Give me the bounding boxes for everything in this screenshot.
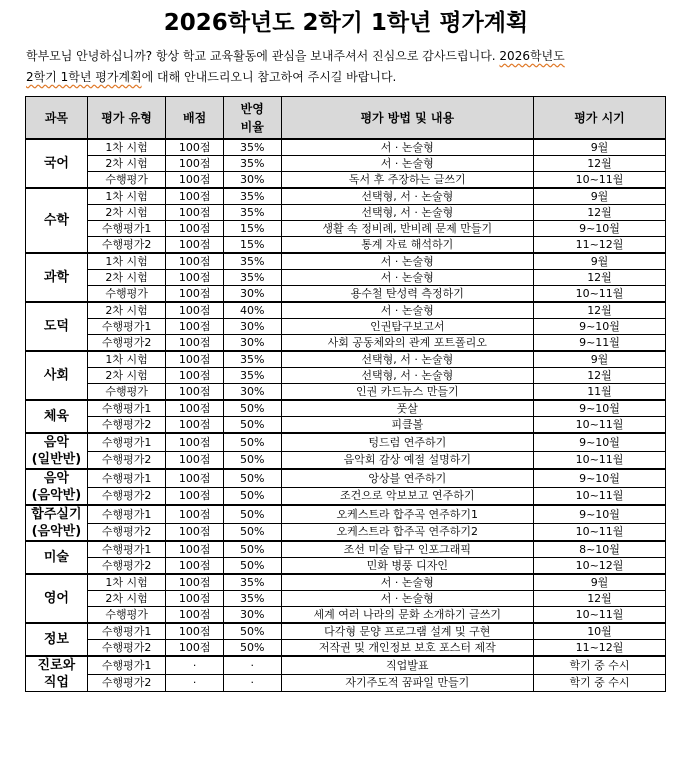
method-cell: 인권 카드뉴스 만들기 [281, 384, 533, 401]
period-cell: 11월 [534, 384, 666, 401]
period-cell: 10~11월 [534, 451, 666, 469]
type-cell: 수행평가2 [87, 417, 166, 434]
ratio-cell: 30% [223, 607, 281, 624]
ratio-cell: 35% [223, 139, 281, 156]
period-cell: 학기 중 수시 [534, 656, 666, 674]
type-cell: 수행평가2 [87, 335, 166, 352]
method-cell: 음악회 감상 예절 설명하기 [281, 451, 533, 469]
ratio-cell: 40% [223, 302, 281, 319]
ratio-cell: 35% [223, 188, 281, 205]
subject-cell: 도덕 [26, 302, 88, 351]
ratio-cell: 35% [223, 253, 281, 270]
type-cell: 수행평가 [87, 384, 166, 401]
subject-cell-sub: (음악반) [26, 487, 88, 505]
method-cell: 인권탐구보고서 [281, 319, 533, 335]
type-cell: 수행평가 [87, 172, 166, 189]
method-cell: 선택형, 서 · 논술형 [281, 188, 533, 205]
ratio-cell: 50% [223, 558, 281, 575]
score-cell: · [166, 674, 224, 692]
type-cell: 수행평가2 [87, 674, 166, 692]
header-score: 배점 [166, 97, 224, 140]
method-cell: 용수철 탄성력 측정하기 [281, 286, 533, 303]
intro-text-end: 에 대해 안내드리오니 참고하여 주시길 바랍니다. [141, 70, 397, 84]
score-cell: 100점 [166, 368, 224, 384]
ratio-cell: 30% [223, 172, 281, 189]
table-row [26, 400, 666, 417]
period-cell: 10~11월 [534, 487, 666, 505]
table-row [26, 574, 666, 591]
table-row [26, 591, 666, 607]
table-row [26, 188, 666, 205]
score-cell: 100점 [166, 253, 224, 270]
ratio-cell: · [223, 674, 281, 692]
score-cell: 100점 [166, 221, 224, 237]
period-cell: 12월 [534, 368, 666, 384]
table-row [26, 221, 666, 237]
table-row [26, 139, 666, 156]
period-cell: 9~10월 [534, 319, 666, 335]
table-row [26, 487, 666, 505]
header-subject: 과목 [26, 97, 88, 140]
period-cell: 10~11월 [534, 607, 666, 624]
method-cell: 앙상블 연주하기 [281, 469, 533, 487]
period-cell: 12월 [534, 205, 666, 221]
score-cell: 100점 [166, 286, 224, 303]
type-cell: 수행평가1 [87, 656, 166, 674]
table-row [26, 541, 666, 558]
type-cell: 1차 시험 [87, 253, 166, 270]
ratio-cell: 35% [223, 574, 281, 591]
method-cell: 통계 자료 해석하기 [281, 237, 533, 254]
method-cell: 직업발표 [281, 656, 533, 674]
period-cell: 9월 [534, 574, 666, 591]
table-row [26, 417, 666, 434]
ratio-cell: 35% [223, 591, 281, 607]
type-cell: 2차 시험 [87, 302, 166, 319]
subject-cell: 영어 [26, 574, 88, 623]
type-cell: 1차 시험 [87, 351, 166, 368]
type-cell: 수행평가1 [87, 400, 166, 417]
score-cell: 100점 [166, 188, 224, 205]
period-cell: 11~12월 [534, 640, 666, 657]
ratio-cell: 50% [223, 433, 281, 451]
table-row [26, 368, 666, 384]
score-cell: 100점 [166, 351, 224, 368]
method-cell: 서 · 논술형 [281, 302, 533, 319]
table-row [26, 505, 666, 523]
method-cell: 선택형, 서 · 논술형 [281, 368, 533, 384]
method-cell: 다각형 문양 프로그램 설계 및 구현 [281, 623, 533, 640]
type-cell: 수행평가2 [87, 487, 166, 505]
score-cell: 100점 [166, 505, 224, 523]
type-cell: 수행평가1 [87, 623, 166, 640]
table-row [26, 286, 666, 303]
header-period: 평가 시기 [534, 97, 666, 140]
type-cell: 2차 시험 [87, 205, 166, 221]
period-cell: 12월 [534, 156, 666, 172]
type-cell: 1차 시험 [87, 574, 166, 591]
period-cell: 10월 [534, 623, 666, 640]
period-cell: 9~10월 [534, 469, 666, 487]
subject-cell: 과학 [26, 253, 88, 302]
ratio-cell: 50% [223, 400, 281, 417]
table-row [26, 302, 666, 319]
score-cell: 100점 [166, 541, 224, 558]
type-cell: 2차 시험 [87, 591, 166, 607]
intro-text: 학부모님 안녕하십니까? 항상 학교 교육활동에 관심을 보내주셔서 진심으로 감사드립니다. [26, 49, 500, 63]
type-cell: 수행평가2 [87, 451, 166, 469]
ratio-cell: · [223, 656, 281, 674]
type-cell: 2차 시험 [87, 270, 166, 286]
score-cell: 100점 [166, 302, 224, 319]
method-cell: 민화 병풍 디자인 [281, 558, 533, 575]
type-cell: 수행평가 [87, 286, 166, 303]
period-cell: 12월 [534, 591, 666, 607]
method-cell: 저작권 및 개인정보 보호 포스터 제작 [281, 640, 533, 657]
type-cell: 2차 시험 [87, 368, 166, 384]
method-cell: 오케스트라 합주곡 연주하기2 [281, 523, 533, 541]
table-row [26, 451, 666, 469]
ratio-cell: 15% [223, 221, 281, 237]
header-method: 평가 방법 및 내용 [281, 97, 533, 140]
period-cell: 12월 [534, 270, 666, 286]
ratio-cell: 30% [223, 384, 281, 401]
score-cell: 100점 [166, 591, 224, 607]
subject-cell-sub: (일반반) [26, 451, 88, 469]
table-row [26, 656, 666, 674]
subject-cell: 진로와 [26, 656, 88, 674]
period-cell: 10~12월 [534, 558, 666, 575]
subject-cell: 국어 [26, 139, 88, 188]
period-cell: 10~11월 [534, 286, 666, 303]
period-cell: 9~10월 [534, 505, 666, 523]
subject-cell: 음악 [26, 433, 88, 451]
ratio-cell: 50% [223, 505, 281, 523]
score-cell: 100점 [166, 607, 224, 624]
table-row [26, 433, 666, 451]
ratio-cell: 50% [223, 469, 281, 487]
ratio-cell: 35% [223, 205, 281, 221]
period-cell: 학기 중 수시 [534, 674, 666, 692]
score-cell: 100점 [166, 487, 224, 505]
score-cell: 100점 [166, 172, 224, 189]
method-cell: 피클볼 [281, 417, 533, 434]
method-cell: 텅드럼 연주하기 [281, 433, 533, 451]
method-cell: 서 · 논술형 [281, 574, 533, 591]
ratio-cell: 50% [223, 640, 281, 657]
score-cell: 100점 [166, 523, 224, 541]
period-cell: 9~10월 [534, 221, 666, 237]
method-cell: 서 · 논술형 [281, 139, 533, 156]
subject-cell: 사회 [26, 351, 88, 400]
subject-cell: 음악 [26, 469, 88, 487]
table-row [26, 558, 666, 575]
score-cell: 100점 [166, 237, 224, 254]
table-row [26, 640, 666, 657]
method-cell: 자기주도적 꿈파일 만들기 [281, 674, 533, 692]
period-cell: 10~11월 [534, 523, 666, 541]
score-cell: 100점 [166, 417, 224, 434]
method-cell: 선택형, 서 · 논술형 [281, 205, 533, 221]
period-cell: 9~11월 [534, 335, 666, 352]
subject-cell-sub: 직업 [26, 674, 88, 692]
table-row [26, 607, 666, 624]
ratio-cell: 30% [223, 335, 281, 352]
ratio-cell: 30% [223, 286, 281, 303]
subject-cell: 미술 [26, 541, 88, 574]
ratio-cell: 50% [223, 451, 281, 469]
table-body [26, 139, 666, 692]
table-row [26, 253, 666, 270]
score-cell: 100점 [166, 139, 224, 156]
method-cell: 사회 공동체와의 관계 포트폴리오 [281, 335, 533, 352]
ratio-cell: 35% [223, 270, 281, 286]
method-cell: 서 · 논술형 [281, 156, 533, 172]
table-row [26, 469, 666, 487]
intro-paragraph [26, 46, 676, 88]
type-cell: 수행평가1 [87, 433, 166, 451]
type-cell: 수행평가1 [87, 541, 166, 558]
table-row [26, 674, 666, 692]
method-cell: 선택형, 서 · 논술형 [281, 351, 533, 368]
score-cell: 100점 [166, 335, 224, 352]
score-cell: 100점 [166, 384, 224, 401]
table-row [26, 351, 666, 368]
evaluation-plan-table [25, 96, 666, 692]
ratio-cell: 50% [223, 623, 281, 640]
type-cell: 1차 시험 [87, 188, 166, 205]
table-row [26, 270, 666, 286]
period-cell: 8~10월 [534, 541, 666, 558]
method-cell: 세계 여러 나라의 문화 소개하기 글쓰기 [281, 607, 533, 624]
score-cell: 100점 [166, 451, 224, 469]
page-title: 2026학년도 2학기 1학년 평가계획 [163, 10, 529, 36]
subject-cell: 수학 [26, 188, 88, 253]
intro-year-highlight: 2026학년도 [499, 49, 565, 63]
ratio-cell: 35% [223, 156, 281, 172]
type-cell: 수행평가1 [87, 319, 166, 335]
subject-cell: 체육 [26, 400, 88, 433]
ratio-cell: 15% [223, 237, 281, 254]
period-cell: 9월 [534, 351, 666, 368]
score-cell: 100점 [166, 623, 224, 640]
type-cell: 1차 시험 [87, 139, 166, 156]
score-cell: 100점 [166, 558, 224, 575]
score-cell: 100점 [166, 400, 224, 417]
table-row [26, 156, 666, 172]
period-cell: 9~10월 [534, 400, 666, 417]
method-cell: 풋살 [281, 400, 533, 417]
type-cell: 2차 시험 [87, 156, 166, 172]
type-cell: 수행평가 [87, 607, 166, 624]
ratio-cell: 50% [223, 523, 281, 541]
table-row [26, 319, 666, 335]
table-row [26, 523, 666, 541]
type-cell: 수행평가1 [87, 505, 166, 523]
type-cell: 수행평가2 [87, 640, 166, 657]
score-cell: 100점 [166, 574, 224, 591]
ratio-cell: 50% [223, 487, 281, 505]
table-header-row [26, 97, 666, 140]
type-cell: 수행평가1 [87, 469, 166, 487]
score-cell: · [166, 656, 224, 674]
period-cell: 12월 [534, 302, 666, 319]
score-cell: 100점 [166, 319, 224, 335]
table-row [26, 384, 666, 401]
ratio-cell: 50% [223, 417, 281, 434]
type-cell: 수행평가2 [87, 523, 166, 541]
period-cell: 9~10월 [534, 433, 666, 451]
type-cell: 수행평가2 [87, 558, 166, 575]
method-cell: 조건으로 악보보고 연주하기 [281, 487, 533, 505]
method-cell: 생활 속 정비례, 반비례 문제 만들기 [281, 221, 533, 237]
header-type: 평가 유형 [87, 97, 166, 140]
ratio-cell: 35% [223, 351, 281, 368]
score-cell: 100점 [166, 433, 224, 451]
period-cell: 9월 [534, 253, 666, 270]
type-cell: 수행평가2 [87, 237, 166, 254]
method-cell: 서 · 논술형 [281, 591, 533, 607]
table-row [26, 237, 666, 254]
method-cell: 독서 후 주장하는 글쓰기 [281, 172, 533, 189]
intro-plan-highlight: 2학기 1학년 평가계획 [26, 70, 142, 84]
ratio-cell: 50% [223, 541, 281, 558]
period-cell: 10~11월 [534, 417, 666, 434]
period-cell: 9월 [534, 139, 666, 156]
period-cell: 11~12월 [534, 237, 666, 254]
header-ratio: 반영 비율 [223, 97, 281, 140]
score-cell: 100점 [166, 469, 224, 487]
ratio-cell: 30% [223, 319, 281, 335]
subject-cell-sub: (음악반) [26, 523, 88, 541]
table-row [26, 205, 666, 221]
type-cell: 수행평가1 [87, 221, 166, 237]
score-cell: 100점 [166, 640, 224, 657]
subject-cell: 합주실기 [26, 505, 88, 523]
method-cell: 서 · 논술형 [281, 270, 533, 286]
method-cell: 조선 미술 탐구 인포그래픽 [281, 541, 533, 558]
table-row [26, 335, 666, 352]
table-row [26, 623, 666, 640]
score-cell: 100점 [166, 270, 224, 286]
score-cell: 100점 [166, 156, 224, 172]
method-cell: 오케스트라 합주곡 연주하기1 [281, 505, 533, 523]
period-cell: 9월 [534, 188, 666, 205]
score-cell: 100점 [166, 205, 224, 221]
table-row [26, 172, 666, 189]
period-cell: 10~11월 [534, 172, 666, 189]
ratio-cell: 35% [223, 368, 281, 384]
subject-cell: 정보 [26, 623, 88, 656]
method-cell: 서 · 논술형 [281, 253, 533, 270]
